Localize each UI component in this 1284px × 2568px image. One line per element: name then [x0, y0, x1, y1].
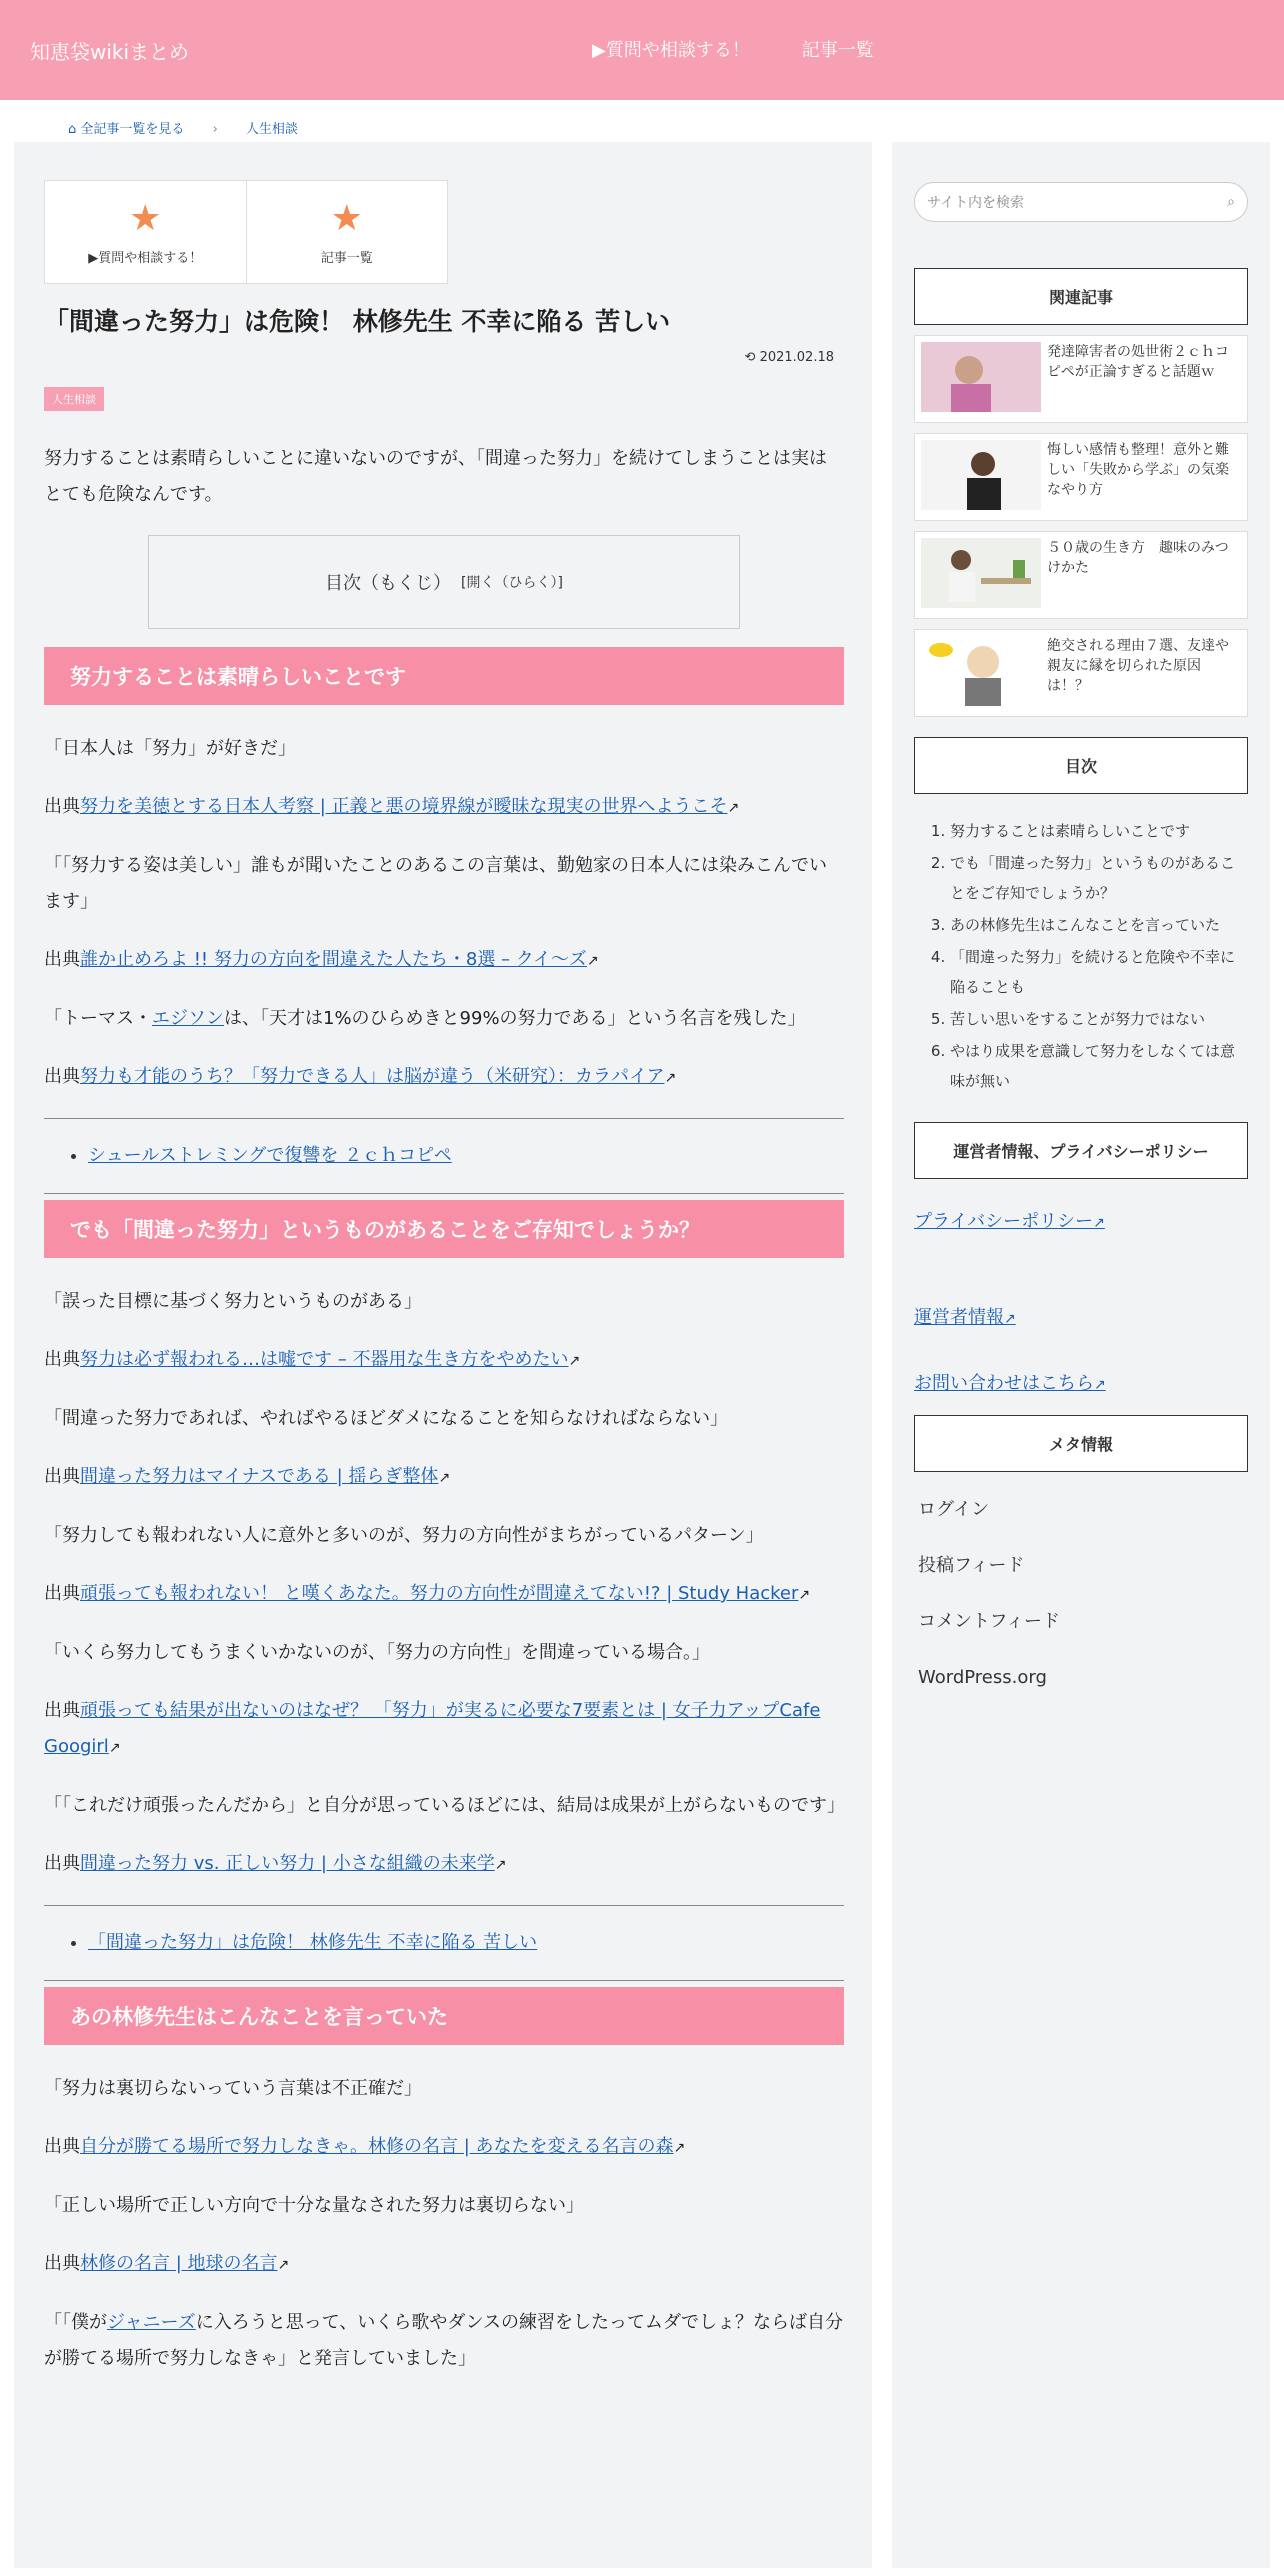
main-content	[14, 142, 872, 2568]
external-link-icon: ↗	[1093, 1215, 1105, 1231]
source-link[interactable]: 誰か止めろよ !! 努力の方向を間違えた人たち・8選 – クイ～ズ	[80, 949, 587, 970]
quote-text: 「間違った努力であれば、やればやるほどダメになることを知らなければならない」	[44, 1408, 728, 1429]
related-article-title: 発達障害者の処世術２ｃｈコピペが正論すぎると話題ｗ	[1047, 344, 1229, 380]
external-link-icon: ↗	[1094, 1377, 1106, 1393]
privacy-label: プライバシーポリシー	[914, 1211, 1094, 1232]
section-heading: 努力することは素晴らしいことです	[44, 647, 844, 705]
nav-articles-link[interactable]: 記事一覧	[801, 40, 874, 61]
external-link-icon: ↗	[494, 1857, 507, 1873]
external-link-icon: ↗	[1004, 1311, 1016, 1327]
comments-feed-link[interactable]: コメントフィード	[918, 1611, 1061, 1632]
section-heading: でも「間違った努力」というものがあることをご存知でしょうか？	[44, 1200, 844, 1258]
toc-item[interactable]: 3. あの林修先生はこんなことを言っていた	[950, 910, 1248, 940]
source-link[interactable]: 頑張っても報われない！ と嘆くあなた。努力の方向性が間違えてない!? | Study Hacker	[80, 1583, 799, 1604]
source-line	[44, 942, 844, 979]
source-link[interactable]: 努力は必ず報われる…は嘘です – 不器用な生き方をやめたい	[80, 1349, 569, 1370]
card-ask-label: ▶質問や相談する！	[88, 250, 203, 266]
source-prefix: 出典	[44, 949, 80, 970]
breadcrumb-category[interactable]: 人生相談	[245, 122, 298, 137]
article-thumbnail	[921, 342, 1041, 412]
operator-label: 運営者情報	[914, 1307, 1004, 1328]
source-prefix: 出典	[44, 1466, 80, 1487]
list-item	[88, 1924, 844, 1962]
divider	[44, 1193, 844, 1194]
site-header	[0, 0, 1284, 100]
toc-title: 目次（もくじ）	[325, 573, 452, 594]
search-placeholder: サイト内を検索	[927, 195, 1025, 211]
toc-item[interactable]: 5. 苦しい思いをすることが努力ではない	[950, 1004, 1248, 1034]
breadcrumb-separator: ›	[212, 122, 218, 137]
nav-ask-link[interactable]: ▶質問や相談する！	[592, 40, 750, 61]
source-link[interactable]: 林修の名言 | 地球の名言	[80, 2253, 278, 2274]
related-link-list	[44, 1137, 844, 1175]
related-article-title: ５０歳の生き方 趣味のみつけかた	[1047, 540, 1229, 576]
card-ask[interactable]	[45, 181, 247, 283]
wordpress-link[interactable]: WordPress.org	[918, 1667, 1047, 1688]
source-line	[44, 1459, 844, 1496]
quote-text: 「「これだけ頑張ったんだから」と自分が思っているほどには、結局は成果が上がらないものです」	[44, 1795, 845, 1816]
search-input[interactable]	[914, 182, 1248, 222]
quote-text: 「いくら努力してもうまくいかないのが、「努力の方向性」を間違っている場合。」	[44, 1642, 710, 1663]
star-icon: ★	[129, 197, 162, 239]
external-link-icon: ↗	[798, 1587, 811, 1603]
quote-text	[44, 2305, 844, 2377]
meta-list	[914, 1492, 1248, 1696]
quote-text: 「正しい場所で正しい方向で十分な量なされた努力は裏切らない」	[44, 2195, 584, 2216]
related-widget-title: 関連記事	[914, 268, 1248, 325]
breadcrumb-home[interactable]: 全記事一覧を見る	[80, 122, 185, 137]
meta-widget-title: メタ情報	[914, 1415, 1248, 1472]
related-article[interactable]	[914, 335, 1248, 423]
quote-part: 「トーマス・	[44, 1008, 152, 1029]
entries-feed-link[interactable]: 投稿フィード	[918, 1555, 1025, 1576]
source-prefix: 出典	[44, 796, 80, 817]
external-link-icon: ↗	[727, 800, 740, 816]
header-nav	[592, 36, 920, 62]
star-icon: ★	[330, 197, 363, 239]
inline-link[interactable]: ジャニーズ	[107, 2312, 196, 2333]
post-date	[44, 350, 834, 365]
source-prefix: 出典	[44, 2253, 80, 2274]
operator-link[interactable]	[914, 1303, 1248, 1329]
quote-text: 「「努力する姿は美しい」誰もが聞いたことのあるこの言葉は、勤勉家の日本人には染みこんでいます」	[44, 855, 827, 912]
source-line	[44, 1342, 844, 1379]
related-link[interactable]: 「間違った努力」は危険！ 林修先生 不幸に陥る 苦しい	[88, 1932, 538, 1953]
card-articles-label: 記事一覧	[320, 250, 373, 266]
quote-text: 「日本人は「努力」が好きだ」	[44, 738, 296, 759]
contact-label: お問い合わせはこちら	[914, 1373, 1094, 1394]
inline-link[interactable]: エジソン	[152, 1008, 224, 1029]
article-thumbnail	[921, 440, 1041, 510]
related-link[interactable]: シュールストレミングで復讐を ２ｃｈコピペ	[88, 1145, 452, 1166]
article-thumbnail	[921, 636, 1041, 706]
breadcrumb	[68, 118, 298, 137]
source-line	[44, 1059, 844, 1096]
divider	[44, 1118, 844, 1119]
external-link-icon: ↗	[568, 1353, 581, 1369]
quick-cards	[44, 180, 448, 284]
category-tag[interactable]: 人生相談	[44, 387, 104, 411]
source-line	[44, 1693, 844, 1766]
sidebar	[892, 142, 1270, 2568]
article-thumbnail	[921, 538, 1041, 608]
related-link-list	[44, 1924, 844, 1962]
source-line	[44, 789, 844, 826]
related-article[interactable]	[914, 629, 1248, 717]
quote-part: は、「天才は1%のひらめきと99%の努力である」という名言を残した」	[224, 1008, 806, 1029]
source-link[interactable]: 頑張っても結果が出ないのはなぜ？ 「努力」が実るに必要な7要素とは | 女子力アップCafe Googirl	[44, 1700, 821, 1757]
intro-text: 努力することは素晴らしいことに違いないのですが、「間違った努力」を続けてしまうことは実はとても危険なんです。	[44, 448, 827, 505]
sidebar-inner	[914, 182, 1248, 1696]
toc-item[interactable]: 1. 努力することは素晴らしいことです	[950, 816, 1248, 846]
external-link-icon: ↗	[664, 1070, 677, 1086]
divider	[44, 1980, 844, 1981]
clock-icon: ⟲	[744, 350, 756, 365]
quote-text: 「努力しても報われない人に意外と多いのが、努力の方向性がまちがっているパターン」	[44, 1525, 764, 1546]
external-link-icon: ↗	[673, 2140, 686, 2156]
toc-item[interactable]: 2. でも「間違った努力」というものがあることをご存知でしょうか？	[950, 848, 1248, 908]
source-link[interactable]: 間違った努力はマイナスである | 揺らぎ整体	[80, 1466, 439, 1487]
quote-text: 「誤った目標に基づく努力というものがある」	[44, 1291, 422, 1312]
source-prefix: 出典	[44, 2136, 80, 2157]
article-title: 「間違った努力」は危険！ 林修先生 不幸に陥る 苦しい	[44, 307, 671, 336]
quote-text	[44, 1001, 844, 1037]
external-link-icon: ↗	[108, 1740, 121, 1756]
related-article-title: 絶交される理由７選、友達や親友に縁を切られた原因は！？	[1047, 638, 1229, 694]
source-prefix: 出典	[44, 1853, 80, 1874]
source-line	[44, 2246, 844, 2283]
external-link-icon: ↗	[586, 953, 599, 969]
source-link[interactable]: 自分が勝てる場所で努力しなきゃ。林修の名言 | あなたを変える名言の森	[80, 2136, 674, 2157]
post-date-text: 2021.02.18	[759, 350, 834, 365]
related-article[interactable]	[914, 531, 1248, 619]
list-item	[88, 1137, 844, 1175]
search-icon[interactable]: ⌕	[1227, 194, 1235, 210]
related-article-title: 悔しい感情も整理！意外と難しい「失敗から学ぶ」の気楽なやり方	[1047, 442, 1229, 498]
related-article[interactable]	[914, 433, 1248, 521]
article	[44, 180, 844, 2399]
source-line	[44, 1846, 844, 1883]
source-prefix: 出典	[44, 1583, 80, 1604]
source-link[interactable]: 間違った努力 vs. 正しい努力 | 小さな組織の未来学	[80, 1853, 495, 1874]
source-line	[44, 1576, 844, 1613]
toc-item[interactable]: 4. 「間違った努力」を続けると危険や不幸に陥ることも	[950, 942, 1248, 1002]
section-heading: あの林修先生はこんなことを言っていた	[44, 1987, 844, 2045]
site-title[interactable]: 知恵袋wikiまとめ	[30, 40, 190, 64]
quote-text: 「努力は裏切らないっていう言葉は不正確だ」	[44, 2078, 422, 2099]
card-articles[interactable]	[247, 181, 448, 283]
source-prefix: 出典	[44, 1066, 80, 1087]
quote-part: 「「僕が	[44, 2312, 107, 2333]
source-prefix: 出典	[44, 1349, 80, 1370]
source-link[interactable]: 努力を美徳とする日本人考察 | 正義と悪の境界線が曖昧な現実の世界へようこそ	[80, 796, 728, 817]
external-link-icon: ↗	[277, 2257, 290, 2273]
source-prefix: 出典	[44, 1700, 80, 1721]
privacy-policy-link[interactable]	[914, 1207, 1248, 1233]
source-link[interactable]: 努力も才能のうち？「努力できる人」は脳が違う（米研究）：カラパイア	[80, 1066, 665, 1087]
external-link-icon: ↗	[438, 1470, 451, 1486]
contact-link[interactable]	[914, 1369, 1248, 1395]
quote-part: に入ろうと思って、いくら歌やダンスの練習をしたってムダでしょ？ならば自分が勝てる場所で努力しなきゃ」と発言していました」	[44, 2312, 844, 2369]
toc-item[interactable]: 6. やはり成果を意識して努力をしなくては意味が無い	[950, 1036, 1248, 1096]
toc-widget-title: 目次	[914, 737, 1248, 794]
divider	[44, 1905, 844, 1906]
home-icon: ⌂	[68, 122, 77, 137]
source-line	[44, 2129, 844, 2166]
operator-widget-title: 運営者情報、プライバシーポリシー	[914, 1122, 1248, 1179]
toc-toggle[interactable]: [開く（ひらく）]	[461, 575, 563, 591]
sidebar-toc	[914, 816, 1248, 1096]
toc-box	[148, 535, 740, 629]
login-link[interactable]: ログイン	[918, 1499, 990, 1520]
